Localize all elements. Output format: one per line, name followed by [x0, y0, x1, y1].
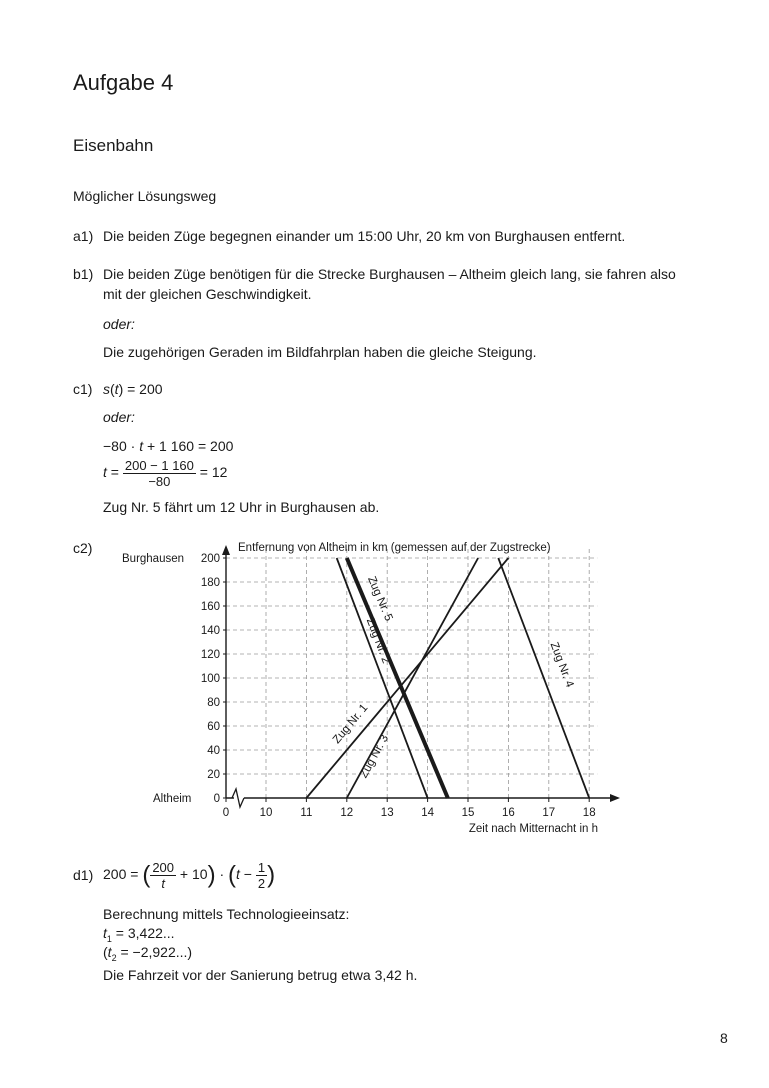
- task-d1-calc: Berechnung mittels Technologieeinsatz:: [103, 906, 350, 922]
- x-tick-label: 17: [542, 807, 556, 819]
- x-tick-label: 13: [380, 807, 394, 819]
- task-d1-equation: 200 = ( $\frac{200}{t}$ + 10) · (t − $\frac{1}{2}$ ): [103, 859, 276, 891]
- y-tick-label: 80: [207, 697, 220, 709]
- y-tick-label: 160: [200, 601, 220, 613]
- x-tick-label: 11: [300, 807, 313, 819]
- task-label-c2: c2): [73, 540, 93, 556]
- x-tick-label: 12: [340, 807, 354, 819]
- task-b1-oder: oder:: [103, 316, 135, 332]
- y-tick-label: 60: [207, 721, 220, 733]
- x-tick-label: 14: [421, 807, 434, 819]
- y-tick-label: 180: [200, 577, 220, 589]
- page-title: Aufgabe 4: [73, 70, 174, 95]
- series-label: Zug Nr. 3: [357, 732, 392, 781]
- task-label-c1: c1): [73, 381, 93, 397]
- task-a1-text: Die beiden Züge begegnen einander um 15:00 Uhr, 20 km von Burghausen entfernt.: [103, 228, 626, 244]
- task-c1-oder: oder:: [103, 409, 135, 425]
- x-axis-label: Zeit nach Mitternacht in h: [468, 823, 598, 835]
- y-tick-label: 140: [200, 625, 220, 637]
- y-tick-label: 200: [200, 553, 220, 565]
- y-tick-label: 100: [200, 673, 220, 685]
- task-b1-line1: Die beiden Züge benötigen für die Strecke Burghausen – Altheim gleich lang, sie fahren also: [103, 266, 676, 282]
- y-tick-label: 120: [200, 649, 220, 661]
- y-bottom-label: Altheim: [153, 793, 192, 805]
- task-label-b1: b1): [73, 266, 94, 282]
- x-axis-arrow: [610, 794, 620, 802]
- y-tick-label: 20: [207, 769, 220, 781]
- x-tick-label: 18: [582, 807, 596, 819]
- section-subtitle: Eisenbahn: [73, 136, 154, 155]
- x-tick-label: 10: [259, 807, 273, 819]
- series-label: Zug Nr. 4: [547, 640, 576, 690]
- task-b1-line3: Die zugehörigen Geraden im Bildfahrplan haben die gleiche Steigung.: [103, 344, 537, 360]
- task-label-d1: d1): [73, 867, 94, 883]
- task-b1-line2: mit der gleichen Geschwindigkeit.: [103, 286, 312, 302]
- series-label: Zug Nr. 5: [365, 574, 395, 623]
- x-tick-label: 16: [502, 807, 515, 819]
- task-d1-conclusion: Die Fahrzeit vor der Sanierung betrug etwa 3,42 h.: [103, 967, 418, 983]
- series-label: Zug Nr. 1: [330, 702, 371, 747]
- chart-title: Entfernung von Altheim in km (gemessen auf der Zugstrecke): [238, 542, 551, 554]
- task-label-a1: a1): [73, 228, 94, 244]
- task-c1-equation2: −80 · t + 1 160 = 200: [103, 438, 234, 454]
- train-schedule-chart: [110, 535, 630, 845]
- task-c1-equation1: s(t) = 200: [103, 381, 163, 397]
- task-c1-conclusion: Zug Nr. 5 fährt um 12 Uhr in Burghausen ab.: [103, 499, 380, 515]
- y-top-label: Burghausen: [122, 553, 185, 565]
- task-c1-equation3: t = $\frac{200 - 1 160}{-80}$ = 12: [103, 458, 228, 489]
- y-tick-label: 0: [213, 793, 220, 805]
- y-axis-arrow: [222, 545, 230, 555]
- series-line-zug-nr-4: [498, 558, 589, 798]
- x-tick-label: 15: [461, 807, 475, 819]
- y-tick-label: 40: [207, 745, 220, 757]
- page-number: 8: [720, 1030, 728, 1046]
- series-label: Zug Nr. 2: [363, 616, 392, 666]
- fraction: $\frac{200 - 1 160}{-80}$: [124, 458, 194, 489]
- task-d1-t1: $t_1 = 3,422$...: [103, 925, 175, 944]
- task-d1-t2: $(t_2 = -2,922...)$: [103, 944, 193, 963]
- solution-heading: Möglicher Lösungsweg: [73, 188, 217, 204]
- x-tick-label: 0: [222, 807, 230, 819]
